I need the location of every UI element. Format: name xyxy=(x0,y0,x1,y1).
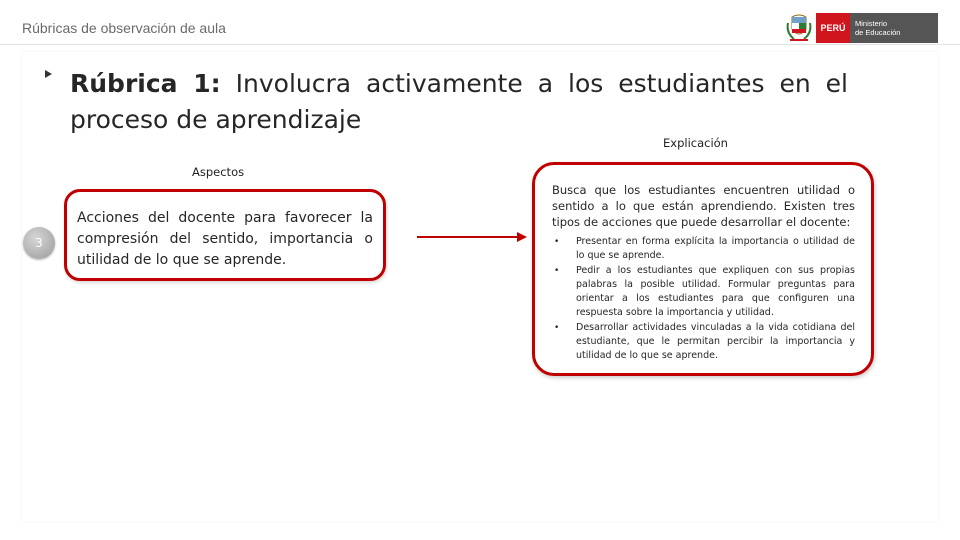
explanation-box xyxy=(532,162,874,376)
page-header-title: Rúbricas de observación de aula xyxy=(22,20,226,36)
list-item-text: Pedir a los estudiantes que expliquen con sus propias palabras la posible utilidad. Formular preguntas para orientar a los estudiantes para que configuren una respuesta sobre la importancia y utilidad. xyxy=(576,264,855,319)
aspect-text: Acciones del docente para favorecer la compresión del sentido, importancia o utilidad de lo que se aprende. xyxy=(77,210,373,268)
aspect-box xyxy=(64,189,386,281)
title-bullet-icon xyxy=(45,70,52,78)
minedu-logo xyxy=(786,13,938,43)
logo-ministry-line2: de Educación xyxy=(855,28,901,37)
bullet-icon: • xyxy=(554,237,560,247)
rubric-title-text: Involucra activamente a los estudiantes en el proceso de aprendizaje xyxy=(70,69,848,134)
explanation-list xyxy=(552,235,855,364)
aspect-number-badge: 3 xyxy=(23,227,55,259)
list-item xyxy=(552,235,855,264)
explanation-intro: Busca que los estudiantes encuentren utilidad o sentido a lo que están aprendiendo. Existen tres tipos de acciones que puede desarrollar el docente: xyxy=(552,183,855,229)
logo-ministry xyxy=(850,13,938,43)
rubric-title xyxy=(70,66,848,138)
logo-country: PERÚ xyxy=(816,13,850,43)
list-item xyxy=(552,264,855,321)
coat-of-arms-icon xyxy=(786,13,812,43)
header-divider xyxy=(0,44,960,45)
rubric-label: Rúbrica 1: xyxy=(70,69,221,98)
explanation-label: Explicación xyxy=(663,136,728,150)
list-item-text: Desarrollar actividades vinculadas a la vida cotidiana del estudiante, que le permitan percibir la importancia y utilidad de lo que se aprende. xyxy=(576,321,855,362)
list-item-text: Presentar en forma explícita la importancia o utilidad de lo que se aprende. xyxy=(576,236,855,262)
bullet-icon: • xyxy=(554,322,560,333)
list-item xyxy=(552,321,855,364)
logo-ministry-line1: Ministerio xyxy=(855,19,888,28)
bullet-icon: • xyxy=(554,265,560,276)
aspects-label: Aspectos xyxy=(192,165,245,179)
arrow-right-icon xyxy=(417,230,527,244)
